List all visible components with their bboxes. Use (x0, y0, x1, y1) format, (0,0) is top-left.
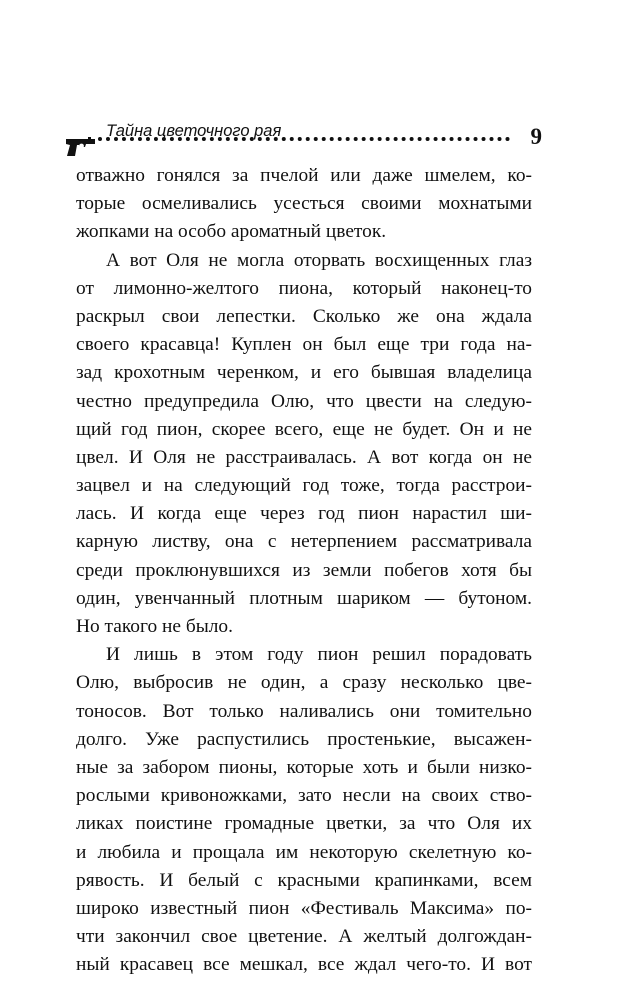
text-line: карную листву, она с нетерпением рассматривала (76, 531, 532, 553)
text-line: один, увенчанный плотным шариком — бутоном. (76, 587, 532, 609)
text-line: честно предупредила Олю, что цвести на следую- (76, 390, 532, 412)
text-line: Но такого не было. (76, 616, 233, 637)
text-line: жопками на особо ароматный цветок. (76, 221, 387, 243)
text-line: Олю, выбросив не один, а сразу несколько цве- (76, 672, 532, 694)
text-line: рявость. И белый с красными крапинками, всем (76, 869, 532, 891)
running-title: Тайна цветочного рая (106, 122, 282, 140)
text-line: И лишь в этом году пион решил порадовать (106, 644, 532, 666)
text-line: зацвел и на следующий год тоже, тогда расстрои- (76, 475, 532, 497)
text-line: раскрыл свои лепестки. Сколько же она ждала (76, 305, 532, 327)
text-line: торые осмеливались усесться своими мохнатыми (76, 193, 532, 215)
text-line: щий год пион, скорее всего, еще не будет. Он и не (76, 418, 532, 440)
text-line: рослыми кривоножками, зато несли на своих ство- (76, 785, 532, 807)
text-line: тоносов. Вот только наливались они томительно (76, 700, 532, 722)
text-line: чти закончил свое цветение. А желтый долгождан- (76, 926, 532, 948)
text-line: ные за забором пионы, которые хоть и были низко- (76, 756, 532, 778)
text-line: и любила и прощала им некоторую скелетную ко- (76, 841, 532, 863)
text-line: от лимонно-желтого пиона, который наконец-то (76, 277, 532, 299)
text-line: отважно гонялся за пчелой или даже шмелем, ко- (76, 165, 532, 186)
text-line: широко известный пион «Фестиваль Максима» по- (76, 897, 532, 919)
text-line: среди проклюнувшихся из земли побегов хотя бы (76, 559, 532, 581)
text-line: лась. И когда еще через год пион нарастил ши- (76, 503, 532, 525)
text-line: цвел. И Оля не расстраивалась. А вот когда он не (76, 446, 532, 468)
text-line: А вот Оля не могла оторвать восхищенных глаз (106, 249, 532, 271)
text-line: своего красавца! Куплен он был еще три года на- (76, 334, 532, 356)
body-text (76, 162, 532, 979)
text-line: ный красавец все мешкал, все ждал чего-то. И вот (76, 954, 532, 976)
page-header (64, 118, 544, 162)
text-line: ликах поистине громадные цветки, за что Оля их (76, 813, 532, 835)
page-number: 9 (530, 124, 542, 149)
text-line: зад крохотным черенком, и его бывшая владелица (76, 362, 532, 384)
dotted-leader (98, 137, 510, 141)
revolver-icon (64, 134, 96, 158)
text-line: долго. Уже распустились простенькие, высажен- (76, 728, 532, 750)
